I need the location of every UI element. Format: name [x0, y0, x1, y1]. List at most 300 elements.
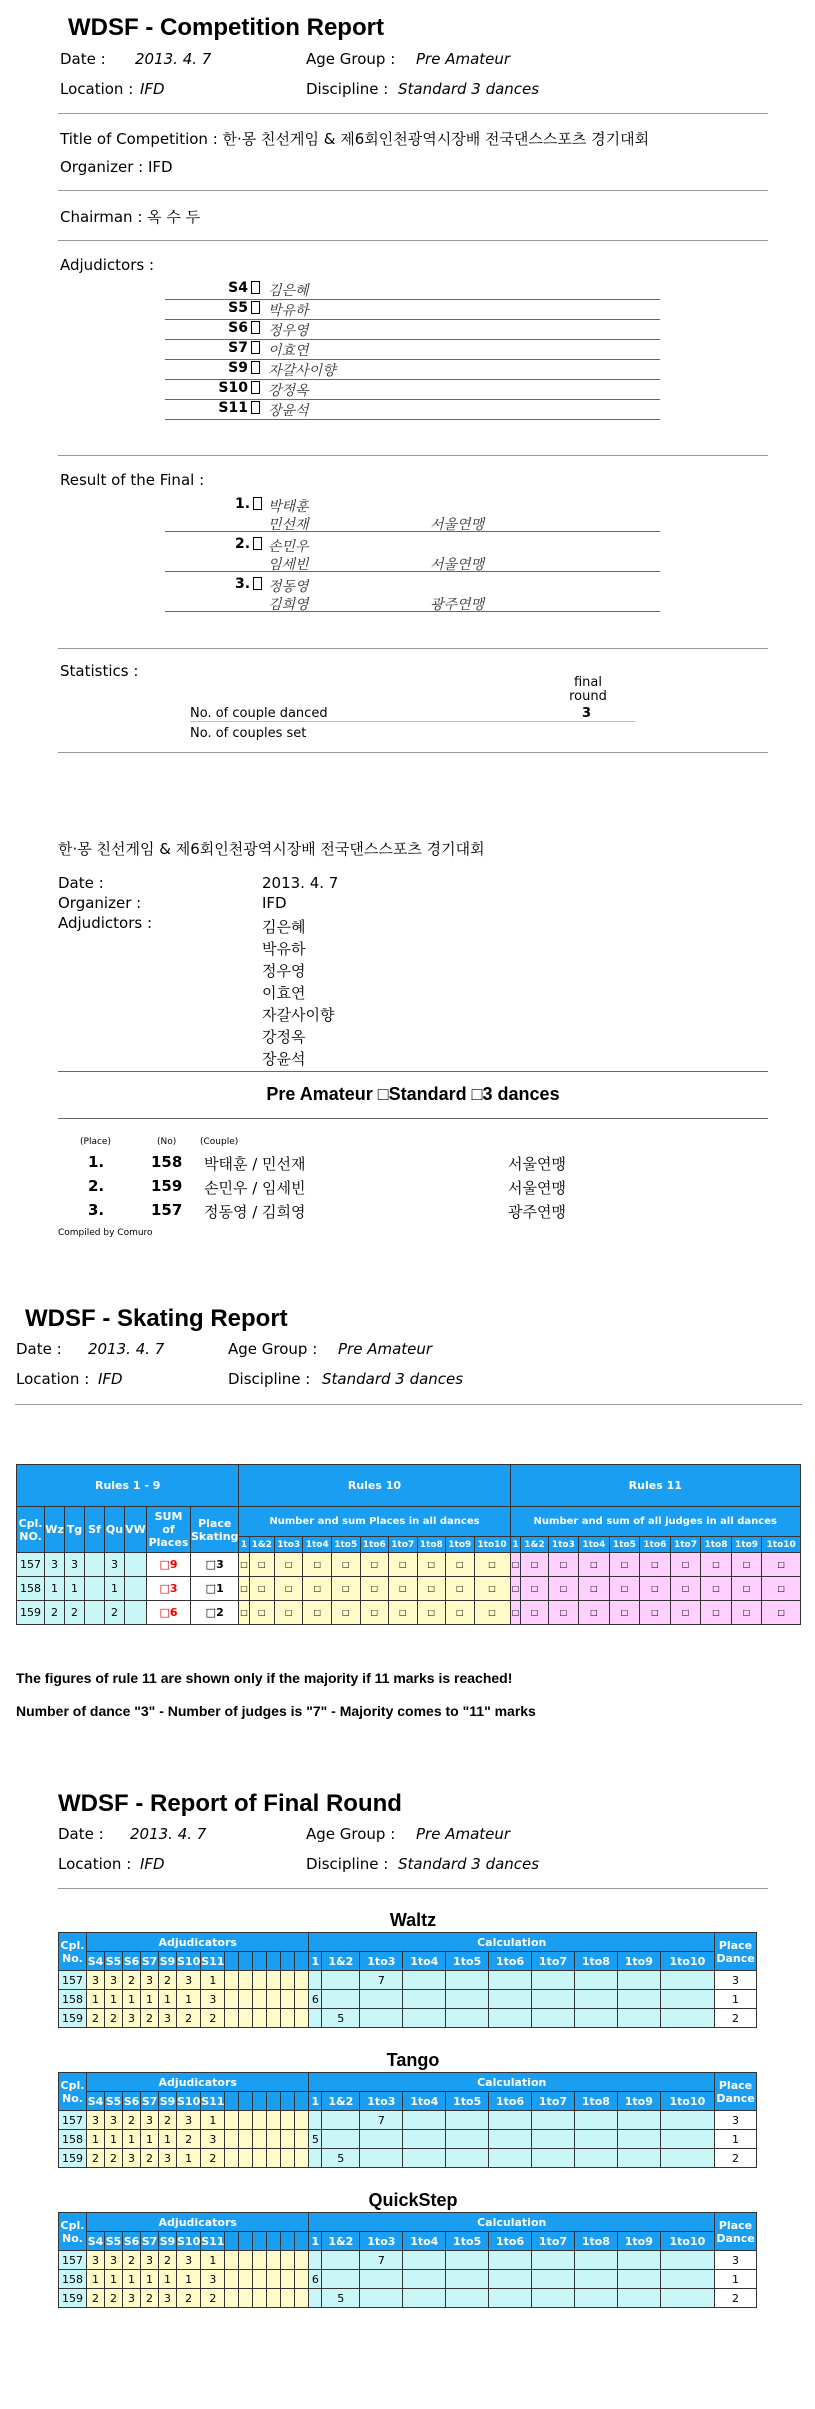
calc-cell: [403, 2270, 446, 2289]
col-no: (No): [157, 1137, 177, 1147]
judge-header: [239, 2092, 253, 2111]
rule11-cell: □: [640, 1553, 671, 1577]
calc-column-header: 1to8: [574, 2232, 617, 2251]
calc-column-header: 1&2: [322, 2232, 360, 2251]
judge-mark-empty: [239, 2130, 253, 2149]
calc-cell: [446, 2289, 489, 2308]
judge-mark-empty: [295, 2251, 309, 2270]
calc-cell: [360, 1990, 403, 2009]
judge-mark-empty: [225, 2009, 239, 2028]
judge-mark: 3: [105, 1971, 123, 1990]
judge-mark-empty: [239, 2111, 253, 2130]
judge-mark: 1: [177, 1990, 201, 2009]
place-dance: 3: [715, 2251, 757, 2270]
judge-mark: 3: [87, 2111, 105, 2130]
judge-header: [253, 1952, 267, 1971]
divider: [58, 190, 768, 191]
judge-mark-empty: [267, 2009, 281, 2028]
calc-column-header: 1&2: [521, 1537, 548, 1553]
calc-column-header: 1to10: [660, 2232, 714, 2251]
judge-header: S4: [87, 2232, 105, 2251]
judge-header: [295, 1952, 309, 1971]
rule10-cell: □: [360, 1577, 389, 1601]
adjudicator-name: 정우영: [268, 323, 309, 339]
place-skating: □3: [191, 1553, 239, 1577]
calc-cell: [574, 2270, 617, 2289]
calc-cell: [532, 2149, 575, 2168]
summary-place: 2.: [88, 1177, 105, 1195]
rule11-cell: □: [762, 1577, 801, 1601]
dance-header: Qu: [105, 1507, 125, 1553]
judge-mark: 3: [123, 2149, 141, 2168]
calc-cell: [322, 1990, 360, 2009]
judge-mark-empty: [281, 1990, 295, 2009]
calc-cell: [309, 2149, 322, 2168]
dance-place: 1: [65, 1577, 85, 1601]
calc-cell: [532, 2111, 575, 2130]
judge-mark: 2: [201, 2009, 225, 2028]
divider: [58, 1888, 768, 1889]
summary-adjudicator: 이효연: [262, 984, 306, 1002]
discipline-value: Standard 3 dances: [398, 80, 540, 98]
judge-header: [225, 2232, 239, 2251]
judge-mark: 1: [177, 2149, 201, 2168]
judge-mark-empty: [295, 2270, 309, 2289]
rule10-cell: □: [389, 1553, 418, 1577]
rule11-cell: □: [579, 1577, 610, 1601]
rule10-cell: □: [303, 1601, 332, 1625]
judge-header: [253, 2092, 267, 2111]
adjudicators-header: Adjudicators: [87, 2213, 309, 2232]
judge-header: [253, 2232, 267, 2251]
calc-column-header: 1to5: [609, 1537, 640, 1553]
rule10-cell: □: [239, 1553, 249, 1577]
judge-mark: 3: [177, 2251, 201, 2270]
judge-mark-empty: [281, 2270, 295, 2289]
adjudicators-header: Adjudicators: [87, 2073, 309, 2092]
result-entry: [165, 494, 660, 532]
calc-column-header: 1to9: [617, 2092, 660, 2111]
adjudicator-code: S7: [228, 340, 248, 356]
calc-column-header: 1to10: [660, 1952, 714, 1971]
couple-number: 157: [59, 2111, 87, 2130]
dance-place: 1: [45, 1577, 65, 1601]
result-place: 3.: [235, 576, 262, 592]
age-group-label: Age Group :: [306, 50, 396, 68]
place-dance-header: Place Dance: [715, 2073, 757, 2111]
date-value: 2013. 4. 7: [135, 50, 212, 68]
rule10-cell: □: [360, 1553, 389, 1577]
judge-mark-empty: [225, 2289, 239, 2308]
judge-mark-empty: [253, 2149, 267, 2168]
table-row: [59, 1971, 757, 1990]
calc-cell: [660, 2111, 714, 2130]
date-label: Date :: [16, 1340, 62, 1358]
judge-mark: 1: [87, 2270, 105, 2289]
age-group-label: Age Group :: [228, 1340, 318, 1358]
judge-mark-empty: [281, 1971, 295, 1990]
adjudicator-row: [165, 320, 660, 340]
rule10-cell: □: [417, 1577, 446, 1601]
rules19-header: Rules 1 - 9: [17, 1465, 239, 1507]
judge-mark-empty: [239, 1971, 253, 1990]
rules10-sub: Number and sum Places in all dances: [239, 1507, 510, 1537]
couple-number: 158: [59, 2130, 87, 2149]
judge-header: S11: [201, 2232, 225, 2251]
place-dance: 2: [715, 2009, 757, 2028]
age-group-label: Age Group :: [306, 1825, 396, 1843]
judge-mark-empty: [295, 1990, 309, 2009]
rule11-cell: □: [510, 1601, 521, 1625]
judge-mark: 1: [159, 2130, 177, 2149]
judge-mark-empty: [253, 1971, 267, 1990]
calc-column-header: 1: [309, 1952, 322, 1971]
compiled-by: Compiled by Comuro: [58, 1228, 153, 1238]
dance-place: 2: [45, 1601, 65, 1625]
couple-number: 159: [17, 1601, 45, 1625]
judge-mark: 2: [105, 2289, 123, 2308]
judge-mark: 3: [159, 2149, 177, 2168]
judge-header: [225, 2092, 239, 2111]
summary-adjudicator: 김은혜: [262, 918, 306, 936]
judge-mark-empty: [281, 2289, 295, 2308]
judge-mark: 3: [123, 2009, 141, 2028]
calc-column-header: 1to9: [446, 1537, 475, 1553]
calc-column-header: 1&2: [322, 1952, 360, 1971]
table-row: [59, 2251, 757, 2270]
judge-header: S4: [87, 2092, 105, 2111]
judge-mark-empty: [281, 2251, 295, 2270]
calc-cell: [403, 2251, 446, 2270]
dance-header: VW: [125, 1507, 147, 1553]
calc-cell: [489, 2149, 532, 2168]
calc-cell: [617, 2270, 660, 2289]
summary-place: 3.: [88, 1201, 105, 1219]
calc-column-header: 1to6: [489, 2092, 532, 2111]
rule10-cell: □: [303, 1577, 332, 1601]
result-follower: 임세빈: [268, 557, 309, 573]
dance-place: 2: [105, 1601, 125, 1625]
calc-column-header: 1to8: [701, 1537, 732, 1553]
rule10-cell: □: [331, 1601, 360, 1625]
couple-number: 157: [59, 1971, 87, 1990]
judge-mark-empty: [267, 2251, 281, 2270]
table-row: [59, 2270, 757, 2289]
adjudicator-code: S9: [228, 360, 248, 376]
judge-mark: 2: [159, 2111, 177, 2130]
couple-number: 157: [17, 1553, 45, 1577]
judge-mark: 3: [87, 2251, 105, 2270]
organizer: Organizer : IFD: [60, 158, 173, 176]
dance-place: 2: [65, 1601, 85, 1625]
sum-of-places: □9: [147, 1553, 191, 1577]
place-dance: 1: [715, 1990, 757, 2009]
calc-cell: [403, 2009, 446, 2028]
place-skating: □1: [191, 1577, 239, 1601]
calc-column-header: 1: [309, 2232, 322, 2251]
judge-mark: 3: [123, 2289, 141, 2308]
judge-mark-empty: [253, 2111, 267, 2130]
adjudicator-row: [165, 360, 660, 380]
box-icon: [251, 401, 260, 414]
adjudicator-row: [165, 340, 660, 360]
adjudicator-row: [165, 380, 660, 400]
summary-couple: 손민우 / 임세빈: [204, 1179, 306, 1197]
final-round-table: [58, 2212, 757, 2308]
calc-cell: [489, 2130, 532, 2149]
judge-mark: 3: [87, 1971, 105, 1990]
rule11-cell: □: [762, 1553, 801, 1577]
judge-mark-empty: [253, 2009, 267, 2028]
summary-club: 서울연맹: [508, 1155, 566, 1173]
judge-mark-empty: [253, 2251, 267, 2270]
judge-mark: 3: [201, 2130, 225, 2149]
judge-header: S10: [177, 2232, 201, 2251]
rule11-cell: □: [548, 1601, 579, 1625]
rule11-cell: □: [609, 1577, 640, 1601]
place-skating: □2: [191, 1601, 239, 1625]
rule10-cell: □: [446, 1577, 475, 1601]
judge-mark-empty: [239, 2149, 253, 2168]
calc-cell: [489, 2289, 532, 2308]
calc-cell: [309, 2289, 322, 2308]
place-dance: 2: [715, 2149, 757, 2168]
box-icon: [251, 341, 260, 354]
date-label: Date :: [60, 50, 106, 68]
judge-mark: 2: [123, 2111, 141, 2130]
adjudicator-name: 자갈사이향: [268, 363, 336, 379]
calc-column-header: 1to7: [532, 2232, 575, 2251]
sum-header: SUM of Places: [147, 1507, 191, 1553]
judge-mark: 1: [201, 2111, 225, 2130]
adjudicator-code: S4: [228, 280, 248, 296]
rule11-cell: □: [510, 1553, 521, 1577]
table-row: [59, 2130, 757, 2149]
dance-place: [125, 1577, 147, 1601]
couple-number: 157: [59, 2251, 87, 2270]
calc-cell: [446, 1971, 489, 1990]
calc-cell: [532, 2270, 575, 2289]
calc-column-header: 1to7: [532, 2092, 575, 2111]
calc-cell: [489, 2251, 532, 2270]
calc-column-header: 1to4: [403, 2232, 446, 2251]
divider: [58, 752, 768, 753]
table-row: [59, 2149, 757, 2168]
rule10-cell: □: [389, 1577, 418, 1601]
calc-cell: [617, 2009, 660, 2028]
calc-cell: 5: [322, 2289, 360, 2308]
rule11-cell: □: [731, 1577, 762, 1601]
adjudicator-name: 장윤석: [268, 403, 309, 419]
calc-column-header: 1to3: [360, 2232, 403, 2251]
age-group-value: Pre Amateur: [416, 1825, 511, 1843]
judge-mark-empty: [281, 2149, 295, 2168]
judge-mark: 1: [201, 2251, 225, 2270]
couple-number: 159: [59, 2149, 87, 2168]
calc-cell: [309, 2009, 322, 2028]
place-dance-header: Place Dance: [715, 1933, 757, 1971]
adjudicator-row: [165, 280, 660, 300]
couple-number: 158: [17, 1577, 45, 1601]
calc-column-header: 1to9: [617, 2232, 660, 2251]
calc-cell: 6: [309, 2270, 322, 2289]
calc-cell: [403, 1990, 446, 2009]
calc-cell: [574, 1971, 617, 1990]
table-row: [59, 2289, 757, 2308]
judge-header: [267, 2232, 281, 2251]
judge-header: S9: [159, 2092, 177, 2111]
date-label: Date :: [58, 1825, 104, 1843]
judge-mark: 2: [159, 1971, 177, 1990]
divider: [58, 648, 768, 649]
judge-mark-empty: [267, 2149, 281, 2168]
judge-mark-empty: [267, 1971, 281, 1990]
judge-mark: 2: [105, 2009, 123, 2028]
summary-adjudicator: 박유하: [262, 940, 306, 958]
calc-column-header: 1to3: [360, 1952, 403, 1971]
summary-adjudicator: 장윤석: [262, 1050, 306, 1068]
discipline-label: Discipline :: [306, 80, 389, 98]
rule11-cell: □: [521, 1577, 548, 1601]
calc-cell: 5: [309, 2130, 322, 2149]
discipline-label: Discipline :: [306, 1855, 389, 1873]
summary-club: 광주연맹: [508, 1203, 566, 1221]
calc-column-header: 1to7: [389, 1537, 418, 1553]
judge-mark: 2: [141, 2289, 159, 2308]
summary-adjudicators-label: Adjudictors :: [58, 914, 152, 932]
calc-cell: [446, 2149, 489, 2168]
judge-mark: 1: [87, 2130, 105, 2149]
judge-header: [281, 1952, 295, 1971]
place-dance: 1: [715, 2270, 757, 2289]
calc-cell: [660, 2270, 714, 2289]
judge-mark-empty: [253, 1990, 267, 2009]
judge-mark: 1: [87, 1990, 105, 2009]
judge-mark: 3: [141, 2251, 159, 2270]
calc-cell: [532, 1971, 575, 1990]
rule11-cell: □: [670, 1601, 701, 1625]
result-leader: 손민우: [268, 539, 309, 555]
calc-column-header: 1to8: [574, 2092, 617, 2111]
calculation-header: Calculation: [309, 2213, 715, 2232]
adjudicator-row: [165, 300, 660, 320]
judge-header: S6: [123, 2092, 141, 2111]
calc-cell: [660, 2251, 714, 2270]
box-icon: [253, 497, 262, 510]
rule10-cell: □: [239, 1601, 249, 1625]
judge-header: S10: [177, 2092, 201, 2111]
calc-cell: 7: [360, 2111, 403, 2130]
judge-mark-empty: [295, 1971, 309, 1990]
calc-cell: [446, 2251, 489, 2270]
rule10-cell: □: [239, 1577, 249, 1601]
judge-mark: 2: [159, 2251, 177, 2270]
calc-cell: [360, 2149, 403, 2168]
table-row: [59, 2111, 757, 2130]
calc-cell: [309, 2251, 322, 2270]
adjudicator-name: 박유하: [268, 303, 309, 319]
dance-place: 3: [65, 1553, 85, 1577]
judge-mark-empty: [253, 2270, 267, 2289]
judge-mark: 3: [201, 2270, 225, 2289]
dance-place: 1: [105, 1577, 125, 1601]
summary-adjudicator: 정우영: [262, 962, 306, 980]
calc-cell: [446, 2111, 489, 2130]
calc-column-header: 1to9: [731, 1537, 762, 1553]
calc-column-header: 1to5: [331, 1537, 360, 1553]
calc-cell: [322, 1971, 360, 1990]
rule11-cell: □: [609, 1601, 640, 1625]
rule10-cell: □: [331, 1553, 360, 1577]
calc-cell: [660, 2009, 714, 2028]
calc-cell: [660, 1990, 714, 2009]
calc-column-header: 1to8: [417, 1537, 446, 1553]
judge-mark: 2: [177, 2130, 201, 2149]
judge-mark-empty: [267, 2111, 281, 2130]
judge-mark-empty: [295, 2289, 309, 2308]
rule11-cell: □: [579, 1553, 610, 1577]
couple-number: 159: [59, 2289, 87, 2308]
table-row: [17, 1553, 801, 1577]
judge-mark: 1: [159, 2270, 177, 2289]
calc-cell: [360, 2270, 403, 2289]
location-label: Location :: [16, 1370, 90, 1388]
note-majority: Number of dance "3" - Number of judges is "7" - Majority comes to "11" marks: [16, 1703, 536, 1719]
rule11-cell: □: [701, 1601, 732, 1625]
dance-title: QuickStep: [368, 2190, 458, 2210]
dance-title: Waltz: [389, 1910, 437, 1930]
judge-header: S7: [141, 2092, 159, 2111]
judge-mark: 1: [123, 2270, 141, 2289]
table-row: [59, 1990, 757, 2009]
calc-column-header: 1to3: [274, 1537, 303, 1553]
judge-mark-empty: [267, 1990, 281, 2009]
place-dance: 2: [715, 2289, 757, 2308]
judge-mark: 3: [177, 2111, 201, 2130]
calc-column-header: 1to3: [548, 1537, 579, 1553]
rule11-cell: □: [731, 1601, 762, 1625]
location-value: IFD: [140, 80, 165, 98]
judge-mark-empty: [281, 2009, 295, 2028]
dance-place: [125, 1601, 147, 1625]
final-round-label: final round: [569, 675, 607, 704]
judge-header: S9: [159, 1952, 177, 1971]
dance-place: [125, 1553, 147, 1577]
rule10-cell: □: [446, 1601, 475, 1625]
rule11-cell: □: [521, 1601, 548, 1625]
calc-cell: [532, 2009, 575, 2028]
result-entry: [165, 574, 660, 612]
calculation-header: Calculation: [309, 1933, 715, 1952]
place-dance: 3: [715, 2111, 757, 2130]
judge-header: S10: [177, 1952, 201, 1971]
rule11-cell: □: [670, 1577, 701, 1601]
dance-header: Sf: [85, 1507, 105, 1553]
judge-mark: 1: [141, 1990, 159, 2009]
result-leader: 박태훈: [268, 499, 309, 515]
result-club: 서울연맹: [430, 517, 485, 533]
rule10-cell: □: [446, 1553, 475, 1577]
cpl-header: Cpl. No.: [59, 2213, 87, 2251]
judge-mark-empty: [225, 2111, 239, 2130]
dance-place: 3: [105, 1553, 125, 1577]
judge-mark-empty: [225, 2270, 239, 2289]
box-icon: [253, 537, 262, 550]
box-icon: [251, 381, 260, 394]
age-group-value: Pre Amateur: [416, 50, 511, 68]
couple-number: 158: [59, 1990, 87, 2009]
col-place: (Place): [80, 1137, 111, 1147]
